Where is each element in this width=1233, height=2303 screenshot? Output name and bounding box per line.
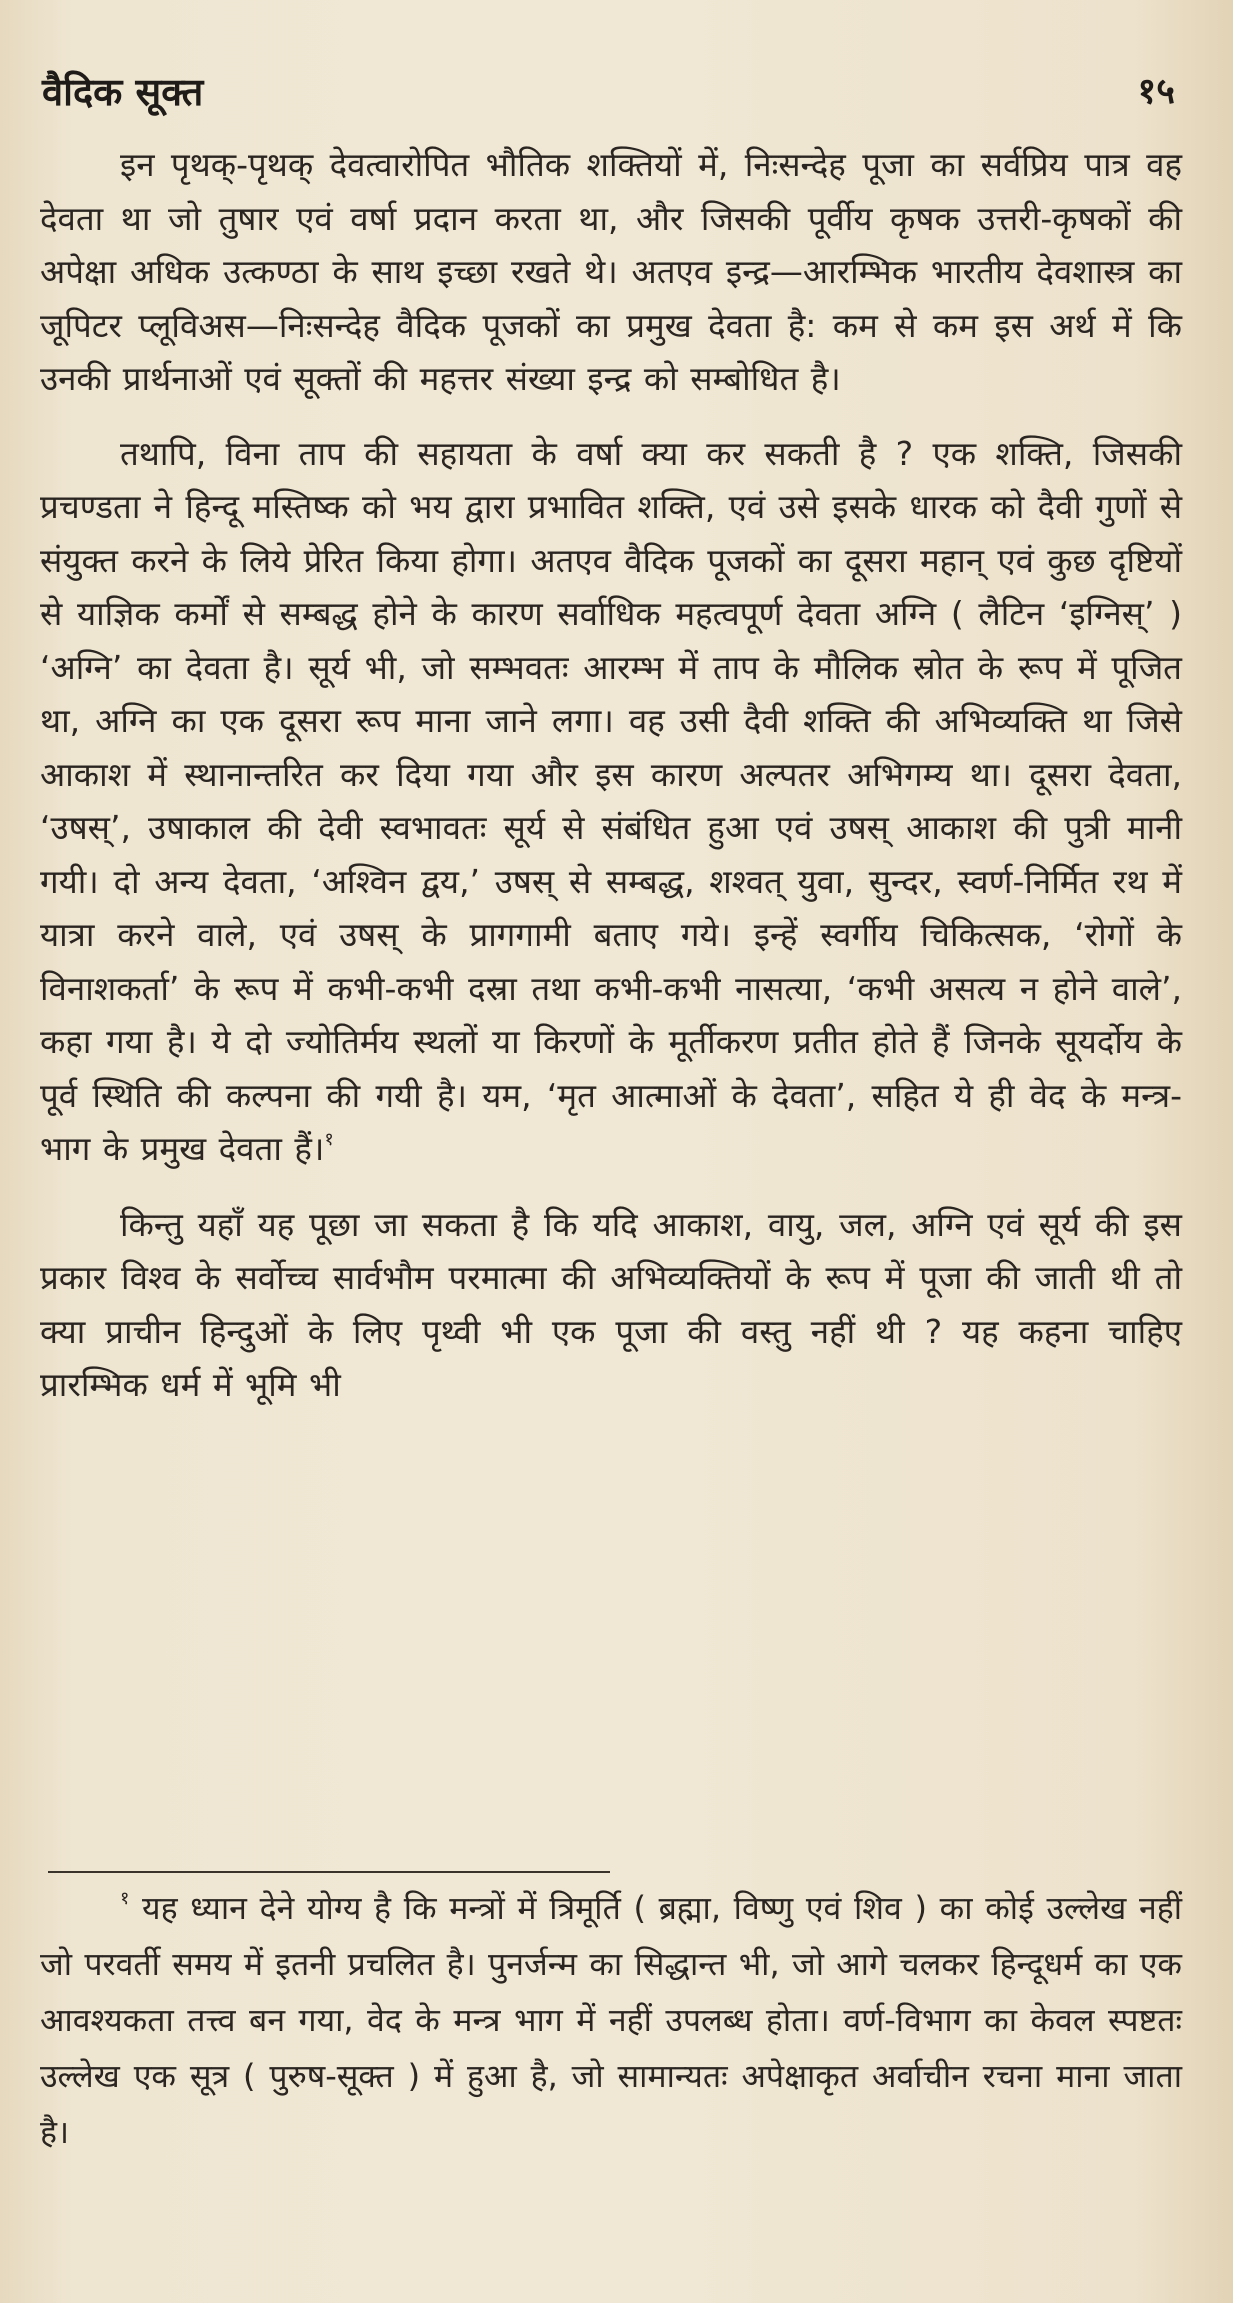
paragraph-2 — [40, 427, 1182, 1176]
running-title: वैदिक सूक्त — [42, 70, 204, 114]
paragraph-3 — [40, 1198, 1182, 1412]
paragraph-1-text: इन पृथक्-पृथक् देवत्वारोपित भौतिक शक्तियों में, निःसन्देह पूजा का सर्वप्रिय पात्र वह देवता था जो तुषार एवं वर्षा प्रदान करता था, और जिसकी पूर्वीय कृषक उत्तरी-कृषकों की अपेक्षा अधिक उत्कण्ठा के साथ इच्छा रखते थे। अतएव इन्द्र—आरम्भिक भारतीय देवशास्त्र का जूपिटर प्लूविअस—निःसन्देह वैदिक पूजकों का प्रमुख देवता है: कम से कम इस अर्थ में कि उनकी प्रार्थनाओं एवं सूक्तों की महत्तर संख्या इन्द्र को सम्बोधित है। — [40, 145, 1182, 398]
paragraph-3-text: किन्तु यहाँ यह पूछा जा सकता है कि यदि आकाश, वायु, जल, अग्नि एवं सूर्य की इस प्रकार विश्व के सर्वोच्च सार्वभौम परमात्मा की अभिव्यक्तियों के रूप में पूजा की जाती थी तो क्या प्राचीन हिन्दुओं के लिए पृथ्वी भी एक पूजा की वस्तु नहीं थी ? यह कहना चाहिए प्रारम्भिक धर्म में भूमि भी — [40, 1204, 1183, 1404]
footnote-divider — [48, 1871, 610, 1873]
main-text — [40, 138, 1182, 1412]
paragraph-1 — [40, 138, 1182, 406]
footnote-marker: १ — [120, 1888, 130, 1909]
footnote-reference: १ — [324, 1129, 334, 1150]
footnote-1-text: यह ध्यान देने योग्य है कि मन्त्रों में त्रिमूर्ति ( ब्रह्मा, विष्णु एवं शिव ) का कोई उल्लेख नहीं जो परवर्ती समय में इतनी प्रचलित है। पुनर्जन्म का सिद्धान्त भी, जो आगे चलकर हिन्दूधर्म का एक आवश्यकता तत्त्व बन गया, वेद के मन्त्र भाग में नहीं उपलब्ध होता। वर्ण-विभाग का केवल स्पष्टतः उल्लेख एक सूत्र ( पुरुष-सूक्त ) में हुआ है, जो सामान्यतः अपेक्षाकृत अर्वाचीन रचना माना जाता है। — [40, 1889, 1182, 2151]
page-number: १५ — [1137, 71, 1175, 112]
footnote-section — [40, 1880, 1182, 2160]
paragraph-2-text: तथापि, विना ताप की सहायता के वर्षा क्या कर सकती है ? एक शक्ति, जिसकी प्रचण्डता ने हिन्दू मस्तिष्क को भय द्वारा प्रभावित शक्ति, एवं उसे इसके धारक को दैवी गुणों से संयुक्त करने के लिये प्रेरित किया होगा। अतएव वैदिक पूजकों का दूसरा महान् एवं कुछ दृष्टियों से याज्ञिक कर्मों से सम्बद्ध होने के कारण सर्वाधिक महत्वपूर्ण देवता अग्नि ( लैटिन ‘इग्निस्’ ) ‘अग्नि’ का देवता है। सूर्य भी, जो सम्भवतः आरम्भ में ताप के मौलिक स्रोत के रूप में पूजित था, अग्नि का एक दूसरा रूप माना जाने लगा। वह उसी दैवी शक्ति की अभिव्यक्ति था जिसे आकाश में स्थानान्तरित कर दिया गया और इस कारण अल्पतर अभिगम्य था। दूसरा देवता, ‘उषस्’, उषाकाल की देवी स्वभावतः सूर्य से संबंधित हुआ एवं उषस् आकाश की पुत्री मानी गयी। दो अन्य देवता, ‘अश्विन द्वय,’ उषस् से सम्बद्ध, शश्वत् युवा, सुन्दर, स्वर्ण-निर्मित रथ में यात्रा करने वाले, एवं उषस् के प्रागगामी बताए गये। इन्हें स्वर्गीय चिकित्सक, ‘रोगों के विनाशकर्ता’ के रूप में कभी-कभी दस्रा तथा कभी-कभी नासत्या, ‘कभी असत्य न होने वाले’, कहा गया है। ये दो ज्योतिर्मय स्थलों या किरणों के मूर्तीकरण प्रतीत होते हैं जिनके सूयर्दोय के पूर्व स्थिति की कल्पना की गयी है। यम, ‘मृत आत्माओं के देवता’, सहित ये ही वेद के मन्त्र-भाग के प्रमुख देवता हैं। — [40, 433, 1182, 1168]
page-header — [42, 62, 1175, 122]
footnote-1 — [40, 1880, 1182, 2160]
